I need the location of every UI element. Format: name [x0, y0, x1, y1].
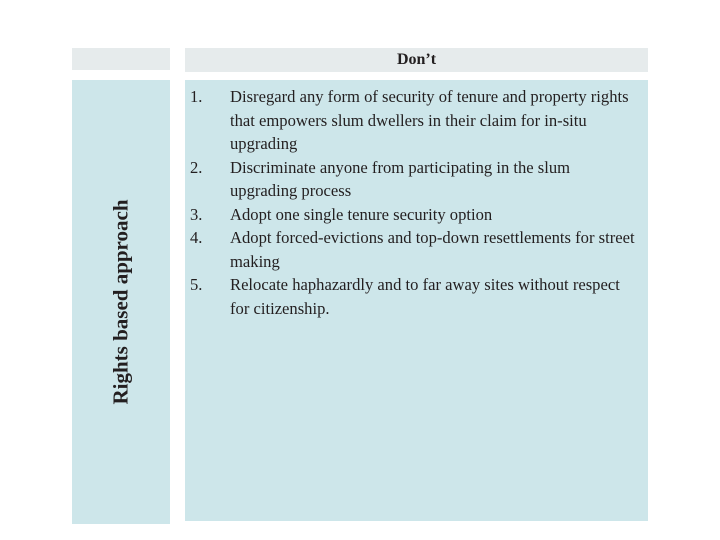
- list-item-text: Relocate haphazardly and to far away sites without respect for citizenship.: [230, 275, 620, 318]
- list-item: [185, 203, 648, 227]
- list-item-number: 4.: [190, 228, 203, 247]
- row-label-cell: [72, 80, 170, 524]
- list-item-number: 3.: [190, 204, 203, 224]
- list-item: [185, 85, 648, 156]
- list-item-number: 1.: [190, 87, 203, 106]
- content-cell: [185, 80, 648, 521]
- list-item: [185, 273, 648, 320]
- column-header-dont: Don’t: [396, 51, 437, 68]
- table-corner-cell: [72, 48, 170, 70]
- table-header-cell: [185, 48, 648, 72]
- list-item: [185, 156, 648, 203]
- list-item-number: 5.: [190, 275, 203, 294]
- row-label-rights-based-approach: Rights based approach: [108, 199, 133, 405]
- dont-list: [185, 85, 648, 320]
- list-item-number: 2.: [190, 157, 203, 177]
- list-item-text: Adopt forced-evictions and top-down resettlements for street making: [230, 228, 635, 271]
- list-item: [185, 226, 648, 273]
- list-item-text: Disregard any form of security of tenure and property rights that empowers slum dwellers in their claim for in-situ upgrading: [230, 87, 629, 153]
- list-item-text: Adopt one single tenure security option: [230, 204, 493, 224]
- list-item-text: Discriminate anyone from participating in the slum upgrading process: [230, 157, 571, 200]
